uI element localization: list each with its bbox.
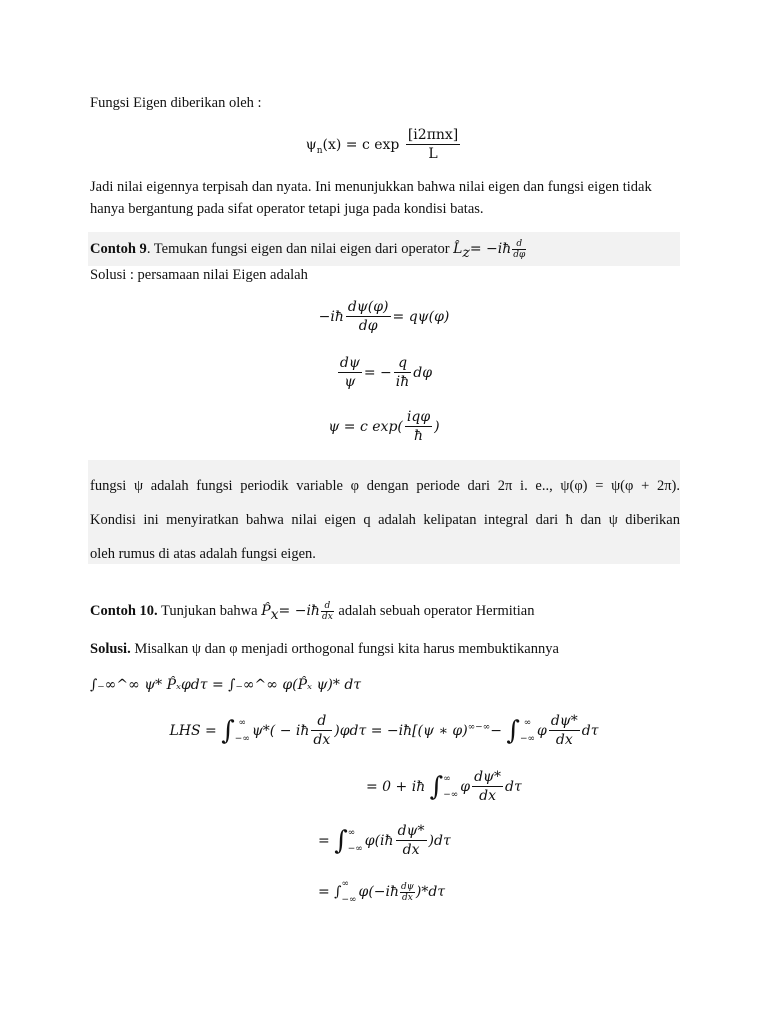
eq-text: dφ bbox=[413, 364, 433, 381]
solution-10 bbox=[90, 638, 680, 660]
lower-limit: −∞ bbox=[347, 843, 363, 854]
equation-lhs bbox=[0, 712, 768, 749]
intro-text: Fungsi Eigen diberikan oleh : bbox=[90, 95, 262, 111]
equation-step-3 bbox=[318, 822, 638, 859]
equation-eigenvalue bbox=[0, 298, 768, 335]
small-frac-den: dx bbox=[321, 612, 333, 623]
denominator: dx bbox=[402, 842, 420, 858]
eq-text: dτ bbox=[505, 778, 522, 795]
numerator: dψ bbox=[339, 355, 360, 371]
upper-limit: ∞ bbox=[238, 717, 247, 728]
equation-eigenfunction bbox=[0, 126, 768, 163]
operator-eq: = −iħ bbox=[278, 603, 320, 619]
eq-text: −iħ bbox=[318, 308, 344, 325]
numerator: dψ(φ) bbox=[347, 299, 389, 315]
equation-solution bbox=[0, 408, 768, 445]
numerator: [i2πnx] bbox=[407, 127, 459, 143]
denominator: dx bbox=[479, 788, 496, 804]
eq-text: φ bbox=[460, 778, 471, 795]
eq-text: )φdτ = −iħ[(ψ ∗ φ) bbox=[334, 722, 468, 739]
example-9-text: . Temukan fungsi eigen dan nilai eigen dari operator bbox=[146, 241, 454, 257]
example-10-label: Contoh 10. bbox=[90, 603, 158, 619]
example-10-text: Tunjukan bahwa bbox=[157, 603, 262, 619]
eq-text: = 0 + iħ bbox=[366, 778, 426, 795]
operator-eq: = −iħ bbox=[469, 241, 512, 257]
eq-text: )*dτ bbox=[415, 884, 446, 900]
integral-sign: ∫ bbox=[429, 771, 444, 802]
eq-text: − bbox=[490, 722, 502, 739]
eq-text: = − bbox=[363, 364, 392, 381]
eq-text: φ bbox=[364, 832, 375, 849]
denominator: ψ bbox=[344, 374, 356, 390]
eq-text: = bbox=[318, 832, 330, 849]
lower-limit: −∞ bbox=[443, 789, 459, 800]
numerator: iqφ bbox=[406, 409, 431, 425]
small-frac-num: d bbox=[512, 239, 526, 250]
equation-separated bbox=[0, 354, 768, 391]
eq-text: LHS = bbox=[169, 722, 217, 739]
subscript: n bbox=[316, 145, 323, 156]
integral-sign: ∫ bbox=[506, 715, 520, 746]
eq-text: = qψ(φ) bbox=[392, 308, 450, 325]
example-10-heading bbox=[90, 600, 680, 626]
denominator: iħ bbox=[395, 374, 410, 390]
operator-subscript: x bbox=[270, 606, 279, 623]
paragraph-1: Jadi nilai eigennya terpisah dan nyata. Ini menunjukkan bahwa nilai eigen dan fungsi eigen tidak hanya bergantung pada sifat operator tetapi juga pada kondisi batas. bbox=[90, 179, 652, 217]
numerator: dψ* bbox=[397, 823, 425, 839]
lower-limit: −∞ bbox=[341, 895, 357, 905]
denominator: L bbox=[428, 146, 438, 162]
bounds: ∞−∞ bbox=[467, 721, 491, 732]
small-frac-den: dφ bbox=[513, 250, 526, 261]
eq-text: φ(−iħ bbox=[358, 884, 400, 900]
upper-limit: ∞ bbox=[523, 717, 532, 728]
small-frac-num: d bbox=[321, 601, 334, 612]
denominator: dx bbox=[313, 732, 331, 748]
eq-text: dτ bbox=[581, 722, 599, 739]
operator-symbol: P̂ bbox=[261, 603, 271, 619]
operator-subscript: z bbox=[462, 244, 470, 261]
eq-text: ψ*( − iħ bbox=[251, 722, 310, 739]
integral-sign: ∫ bbox=[221, 715, 235, 746]
upper-limit: ∞ bbox=[341, 879, 349, 889]
eq-text: dτ bbox=[433, 832, 451, 849]
lower-limit: −∞ bbox=[234, 733, 250, 744]
periodic-line-2: Kondisi ini menyiratkan bahwa nilai eigen q adalah kelipatan integral dari ħ dan ψ diberikan bbox=[90, 512, 680, 528]
eq-text: ψ = c exp( bbox=[328, 418, 403, 435]
eq-text: ) bbox=[428, 832, 434, 849]
solution-10-text: Misalkan ψ dan φ menjadi orthogonal fungsi kita harus membuktikannya bbox=[130, 641, 559, 657]
equation-hermitian: ∫₋∞^∞ ψ* P̂ₓφdτ = ∫₋∞^∞ φ(P̂ₓ ψ)* dτ bbox=[90, 677, 362, 693]
solution-9: Solusi : persamaan nilai Eigen adalah bbox=[90, 267, 308, 283]
integral-sign: ∫ bbox=[334, 825, 348, 856]
small-frac-den: dx bbox=[402, 892, 413, 903]
lower-limit: −∞ bbox=[519, 733, 536, 744]
periodic-line-3: oleh rumus di atas adalah fungsi eigen. bbox=[90, 546, 316, 562]
eq-text: φ bbox=[537, 722, 547, 739]
numerator: dψ* bbox=[550, 713, 578, 729]
equation-step-2 bbox=[366, 768, 686, 805]
denominator: dx bbox=[555, 732, 573, 748]
numerator: q bbox=[394, 354, 412, 373]
example-10-text: adalah sebuah operator Hermitian bbox=[334, 603, 535, 619]
eq-text: (iħ bbox=[374, 832, 394, 849]
denominator: dφ bbox=[358, 318, 378, 334]
operator-symbol: L̂ bbox=[453, 241, 463, 257]
upper-limit: ∞ bbox=[443, 773, 451, 784]
eq-text: (x) = c exp bbox=[322, 136, 400, 153]
example-9-label: Contoh 9 bbox=[90, 241, 147, 257]
example-9-heading bbox=[90, 238, 680, 264]
eq-text: = ∫ bbox=[318, 884, 342, 900]
denominator: ħ bbox=[414, 428, 424, 444]
upper-limit: ∞ bbox=[347, 827, 356, 838]
periodic-line-1: fungsi ψ adalah fungsi periodik variable φ dengan periode dari 2π i. e.., ψ(φ) = ψ(φ + 2π). bbox=[90, 478, 680, 494]
equation-step-4 bbox=[318, 876, 638, 908]
small-frac-num: dψ bbox=[401, 881, 414, 892]
numerator: d bbox=[311, 712, 332, 731]
numerator: dψ* bbox=[474, 769, 502, 785]
solution-10-label: Solusi. bbox=[90, 641, 131, 657]
eq-text: ) bbox=[434, 418, 440, 435]
psi-symbol: ψ bbox=[305, 136, 317, 153]
